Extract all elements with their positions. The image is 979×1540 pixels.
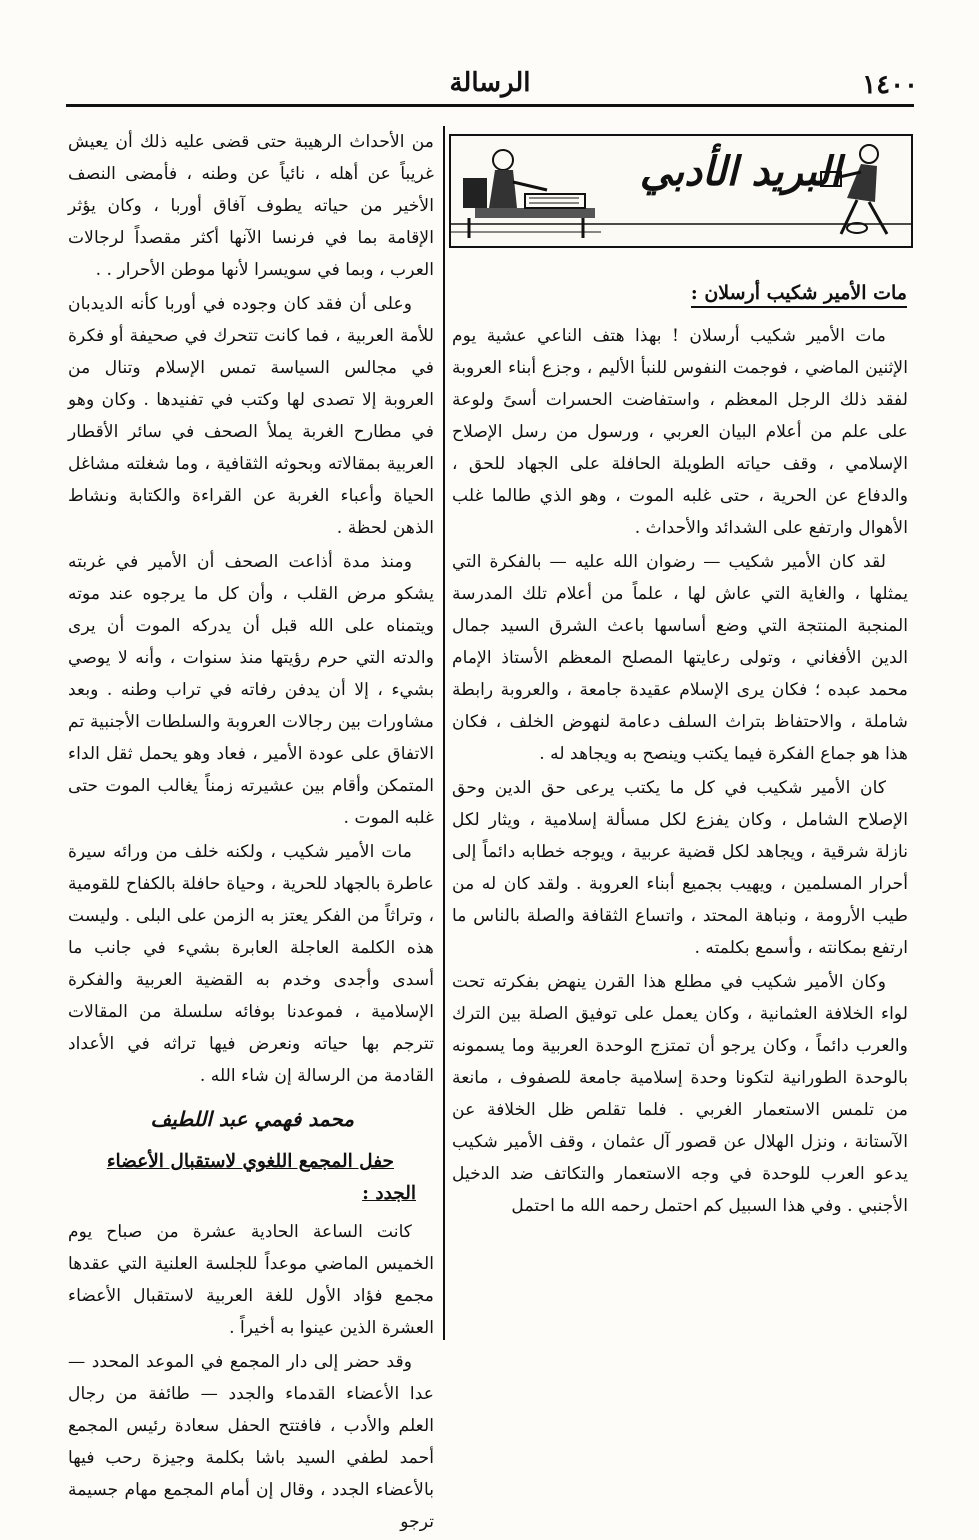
paragraph: من الأحداث الرهيبة حتى قضى عليه ذلك أن يعيش غريباً عن أهله ، نائياً عن وطنه ، فأمضى النصف الأخير من حياته يطوف آفاق أوربا ، وكان يؤثر الإقامة بما في فرنسا الآنها أكثر مقصداً لرجالات العرب ، وبما في سويسرا لأنها موطن الأحرار . . bbox=[68, 132, 434, 280]
paragraph: لقد كان الأمير شكيب — رضوان الله عليه — بالفكرة التي يمثلها ، والغاية التي عاش لها ، علماً من أعلام تلك المدرسة المنجبة المنتجة التي وضع أساسها باعث الشرق السيد جمال الدين الأفغاني ، وتولى رعايتها المصلح المعظم الأستاذ الإمام محمد عبده ؛ فكان يرى الإسلام عقيدة جامعة ، والعروبة رابطة شاملة ، والاحتفاظ بتراث السلف دعامة لنهوض الخلف ، فكان هذا هو جماع الفكرة فيما يكتب وينصح به ويجاهد له . bbox=[452, 552, 908, 764]
banner-title: البريد الأدبي bbox=[639, 148, 841, 195]
header-rule bbox=[66, 104, 914, 107]
column-rule bbox=[443, 126, 445, 1340]
section-heading-shakib: مات الأمير شكيب أرسلان : bbox=[691, 282, 907, 308]
paragraph: مات الأمير شكيب أرسلان ! بهذا هتف الناعي عشية يوم الإثنين الماضي ، فوجمت النفوس للنبأ الأليم ، وجزع أبناء العروبة لفقد ذلك الرجل المعظم ، واستفاضت الحسرات أسىً ولوعة على علم من أعلام البيان العربي ، ورسول من رسل الإصلاح الإسلامي ، وقف حياته الطويلة الحافلة على الجهاد للحق ، والدفاع عن الحرية ، حتى غلبه الموت ، وهو الذي طالما غلب الأهوال وارتفع على الشدائد والأحداث . bbox=[452, 326, 908, 538]
scribe-at-desk-illustration bbox=[455, 138, 605, 244]
paragraph: ومنذ مدة أذاعت الصحف أن الأمير في غربته يشكو مرض القلب ، وأن كل ما يرجوه عند موته ويتمناه على الله قبل أن يدركه الموت أن يرى والدته التي حرم رؤيتها منذ سنوات ، وأنه لا يوصي بشيء ، إلا أن يدفن رفاته في تراب وطنه . وبعد مشاورات بين رجالات العروبة والسلطات الأجنبية تم الاتفاق على عودة الأمير ، فعاد وهو يحمل ثقل الداء المتمكن وأقام بين عشيرته زمناً يغالب الموت حتى غلبه الموت . bbox=[68, 552, 434, 828]
paragraph: كان الأمير شكيب في كل ما يكتب يرعى حق الدين وحق الإصلاح الشامل ، وكان يفزع لكل مسألة إسلامية ، ويثار لكل نازلة شرقية ، ويجاهد لكل قضية عربية ، ويوجه خطابه دائماً إلى أحرار المسلمين ، ويهيب بجميع أبناء العروبة . ولقد كان له من طيب الأرومة ، ونباهة المحتد ، واتساع الثقافة والصلة بالناس ما ارتفع بمكانته ، وأسمع بكلمته . bbox=[452, 778, 908, 958]
right-column bbox=[452, 320, 908, 1224]
journal-title: الرسالة bbox=[449, 68, 531, 98]
page-number: ١٤٠٠ bbox=[862, 70, 918, 100]
paragraph: كانت الساعة الحادية عشرة من صباح يوم الخميس الماضي موعداً للجلسة العلنية التي عقدها مجمع فؤاد الأول للغة العربية لاستقبال الأعضاء العشرة الذين عينوا به أخيراً . bbox=[68, 1222, 434, 1338]
section-banner bbox=[449, 134, 913, 248]
section-heading-academy: حفل المجمع اللغوي لاستقبال الأعضاء الجدد : bbox=[106, 1151, 416, 1204]
paragraph: وعلى أن فقد كان وجوده في أوربا كأنه الديدبان للأمة العربية ، فما كانت تتحرك في صحيفة أو فكرة في مجالس السياسة تمس الإسلام وتنال من العروبة إلا تصدى لها وكتب في تفنيدها . وكان وهو في مطارح الغربة يملأ الصحف في سائر الأقطار العربية بمقالاته وبحوثه الثقافية ، وما شغلته مشاغل الحياة وأعباء الغربة عن القراءة والكتابة ونشاط الذهن لحظة . bbox=[68, 294, 434, 538]
paragraph: مات الأمير شكيب ، ولكنه خلف من ورائه سيرة عاطرة بالجهاد للحرية ، وحياة حافلة بالكفاح للقومية ، وتراثاً من الفكر يعتز به الزمن على البلى . وليست هذه الكلمة العاجلة العابرة بشيء في جانب ما أسدى وأجدى وخدم به القضية العربية والفكرة الإسلامية ، فموعدنا بوفائه سلسلة من المقالات تترجم بها حياته ونعرض فيها تراثه في الأعداد القادمة من الرسالة إن شاء الله . bbox=[68, 842, 434, 1086]
left-column bbox=[68, 126, 434, 1540]
paragraph: وكان الأمير شكيب في مطلع هذا القرن ينهض بفكرته تحت لواء الخلافة العثمانية ، وكان يعمل على توفيق الصلة بين الترك والعرب دائماً ، وكان يرجو أن تمتزج الوحدة العربية وما يسمونه بالوحدة الطورانية لتكونا وحدة إسلامية جامعة للصفوف ، مانعة من تلمس الاستعمار الغربي . فلما تقلص ظل الخلافة عن الآستانة ، ونزل الهلال عن قصور آل عثمان ، وقف الأمير شكيب يدعو العرب للوحدة في وجه الاستعمار والتكاتف ضد الدخيل الأجنبي . وفي هذا السبيل كم احتمل رحمه الله ما احتمل bbox=[452, 972, 908, 1216]
author-signature: محمد فهمي عبد اللطيف bbox=[150, 1107, 354, 1131]
paragraph: وقد حضر إلى دار المجمع في الموعد المحدد — عدا الأعضاء القدماء والجدد — طائفة من رجال العلم والأدب ، فافتتح الحفل سعادة رئيس المجمع أحمد لطفي السيد باشا بكلمة وجيزة رحب فيها بالأعضاء الجدد ، وقال إن أمام المجمع مهام جسيمة ترجو bbox=[68, 1352, 434, 1532]
